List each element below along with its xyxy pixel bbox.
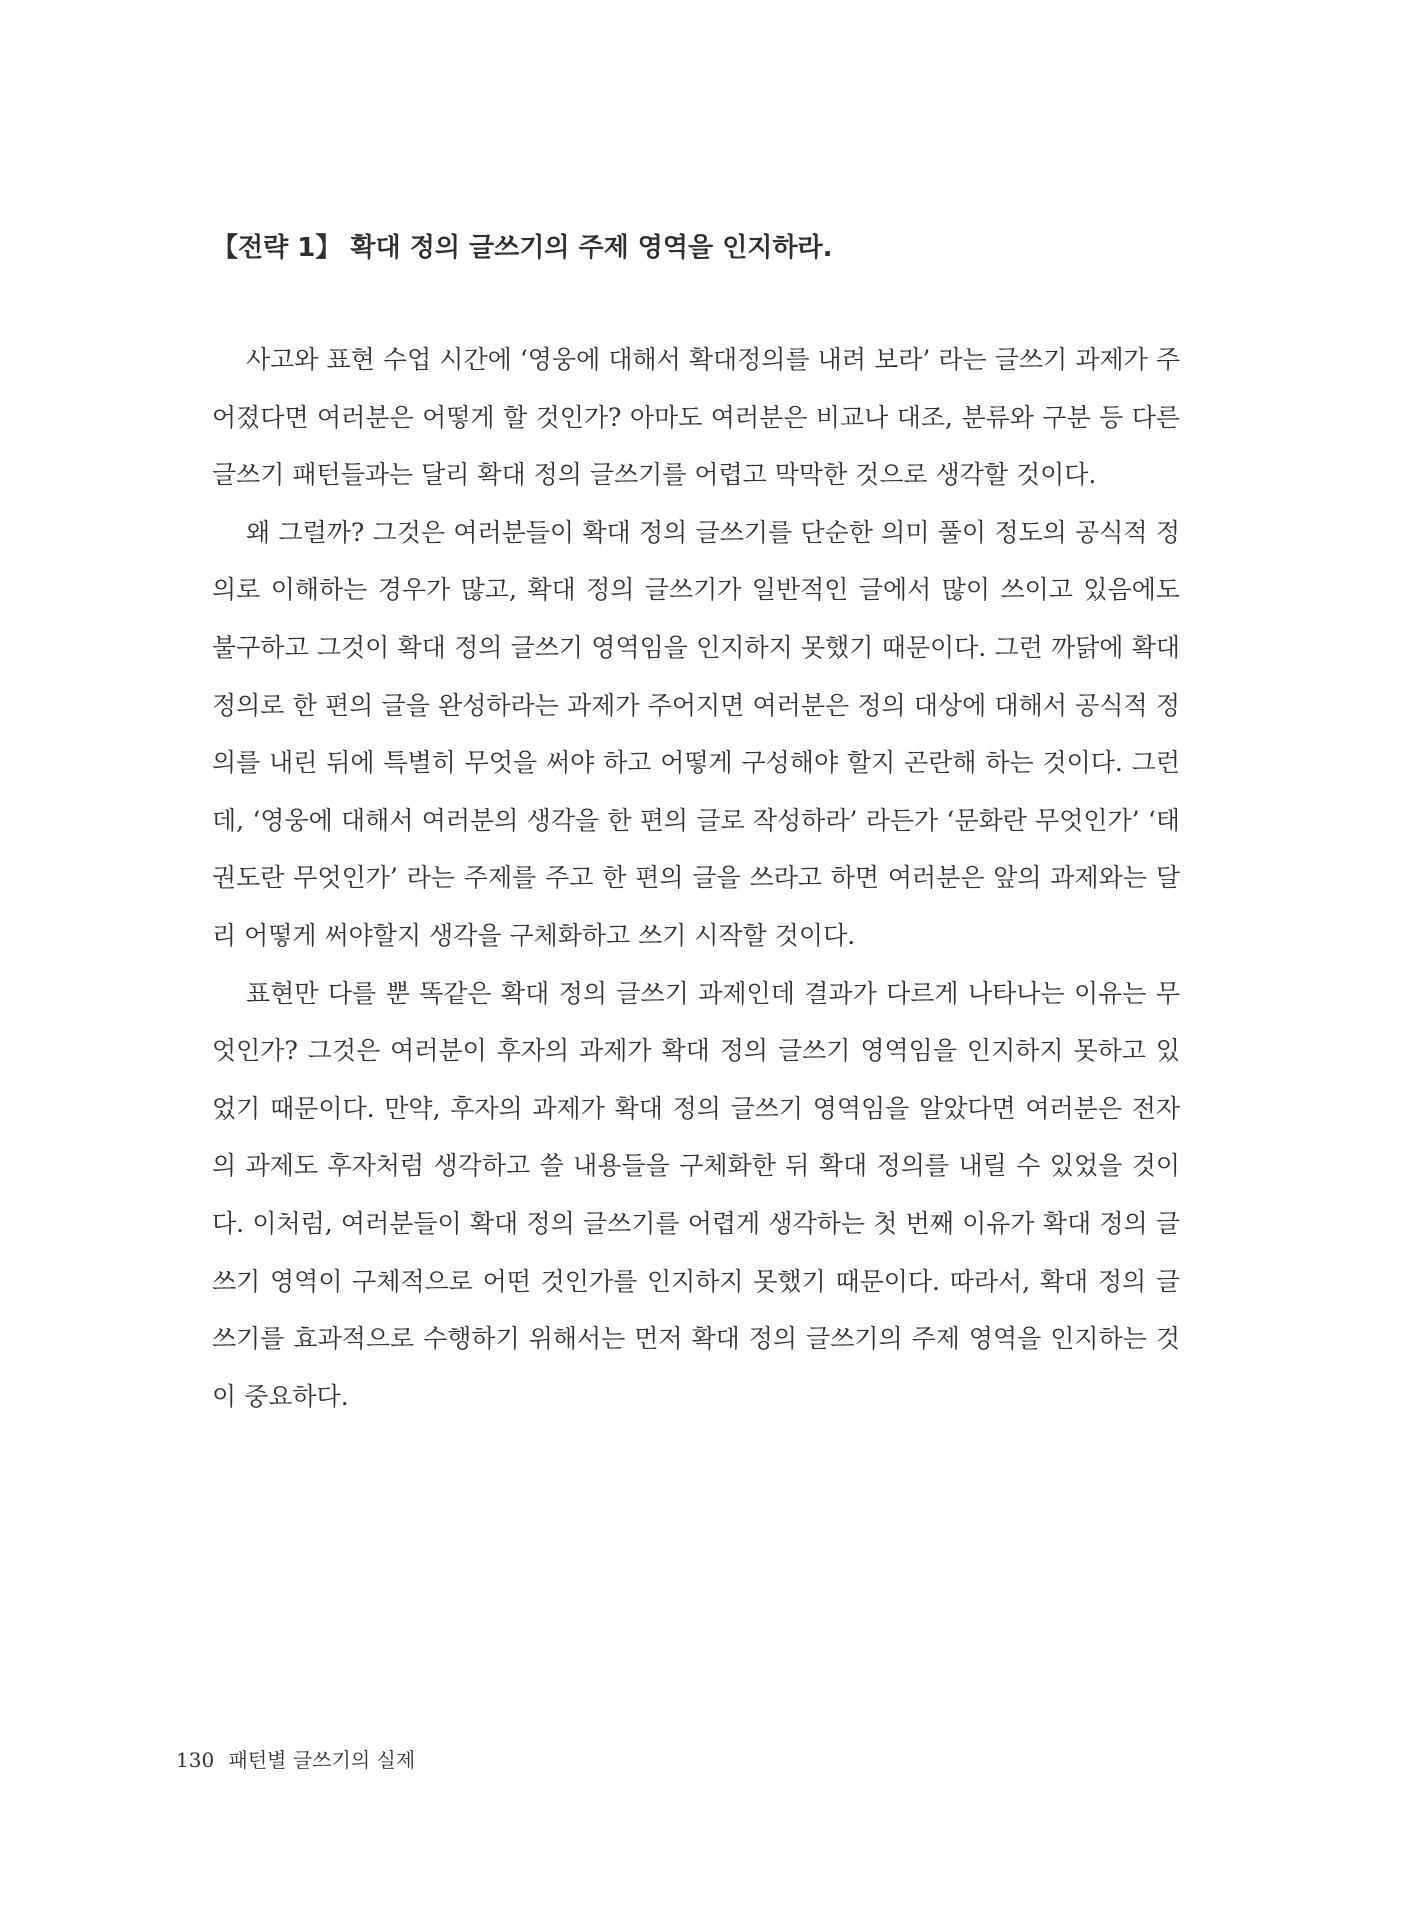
paragraph: 표현만 다를 뿐 똑같은 확대 정의 글쓰기 과제인데 결과가 다르게 나타나는 이유는 무엇인가? 그것은 여러분이 후자의 과제가 확대 정의 글쓰기 영역임을 인지하지 못하고 있었기 때문이다. 만약, 후자의 과제가 확대 정의 글쓰기 영역임을 알았다면 여러분은 전자의 과제도 후자처럼 생각하고 쓸 내용들을 구체화한 뒤 확대 정의를 내릴 수 있었을 것이다. 이처럼, 여러분들이 확대 정의 글쓰기를 어렵게 생각하는 첫 번째 이유가 확대 정의 글쓰기 영역이 구체적으로 어떤 것인가를 인지하지 못했기 때문이다. 따라서, 확대 정의 글쓰기를 효과적으로 수행하기 위해서는 먼저 확대 정의 글쓰기의 주제 영역을 인지하는 것이 중요하다. (212, 978, 1180, 1411)
paragraph: 사고와 표현 수업 시간에 ‘영웅에 대해서 확대정의를 내려 보라’ 라는 글쓰기 과제가 주어졌다면 여러분은 어떻게 할 것인가? 아마도 여러분은 비교나 대조, 분류와 구분 등 다른 글쓰기 패턴들과는 달리 확대 정의 글쓰기를 어렵고 막막한 것으로 생각할 것이다. (212, 345, 1180, 490)
section-heading: 【전략 1】 확대 정의 글쓰기의 주제 영역을 인지하라. (212, 233, 833, 263)
body-text (212, 331, 1180, 1425)
running-title: 패턴별 글쓰기의 실제 (228, 1748, 416, 1772)
page-number: 130 (176, 1748, 215, 1772)
paragraph: 왜 그럴까? 그것은 여러분들이 확대 정의 글쓰기를 단순한 의미 풀이 정도의 공식적 정의로 이해하는 경우가 많고, 확대 정의 글쓰기가 일반적인 글에서 많이 쓰이고 있음에도 불구하고 그것이 확대 정의 글쓰기 영역임을 인지하지 못했기 때문이다. 그런 까닭에 확대 정의로 한 편의 글을 완성하라는 과제가 주어지면 여러분은 정의 대상에 대해서 공식적 정의를 내린 뒤에 특별히 무엇을 써야 하고 어떻게 구성해야 할지 곤란해 하는 것이다. 그런데, ‘영웅에 대해서 여러분의 생각을 한 편의 글로 작성하라’ 라든가 ‘문화란 무엇인가’ ‘태권도란 무엇인가’ 라는 주제를 주고 한 편의 글을 쓰라고 하면 여러분은 앞의 과제와는 달리 어떻게 써야할지 생각을 구체화하고 쓰기 시작할 것이다. (212, 517, 1180, 950)
page-footer (176, 1745, 415, 1775)
